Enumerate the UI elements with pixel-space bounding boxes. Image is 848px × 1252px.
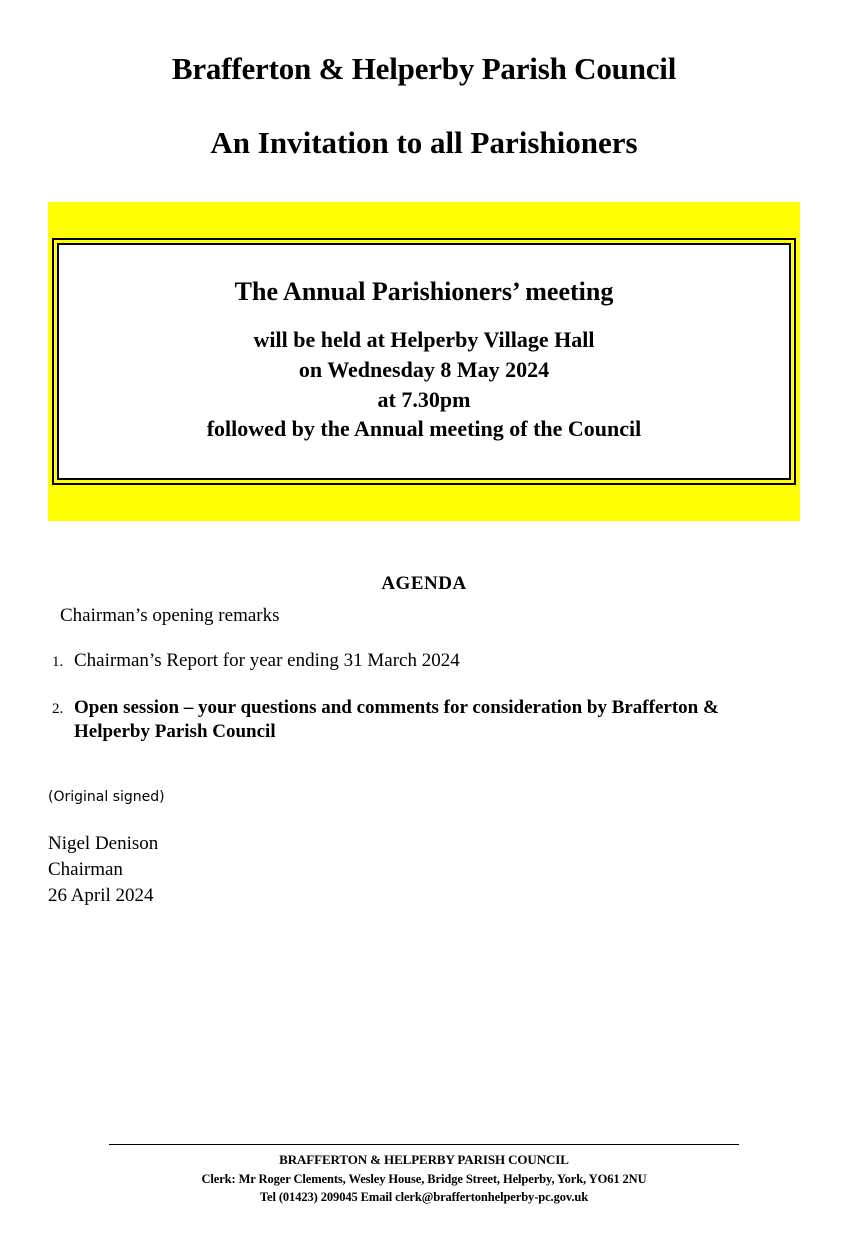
agenda-title: AGENDA — [381, 572, 467, 594]
notice-line-followed-by: followed by the Annual meeting of the Council — [206, 416, 642, 442]
page-subtitle-invitation: An Invitation to all Parishioners — [210, 125, 638, 161]
agenda-item-number: 1. — [52, 653, 64, 670]
signoff-original-signed: (Original signed) — [48, 789, 165, 805]
notice-line-time: at 7.30pm — [377, 386, 471, 412]
signoff-date: 26 April 2024 — [48, 885, 154, 907]
agenda-item-text: Open session – your questions and comments for consideration by Brafferton & Helperby Parish Council — [74, 696, 719, 743]
agenda-item-text: Chairman’s Report for year ending 31 March 2024 — [74, 649, 460, 671]
notice-line-date: on Wednesday 8 May 2024 — [298, 356, 550, 382]
notice-highlight-band — [48, 202, 800, 521]
list-item — [48, 649, 800, 674]
agenda-item-number: 2. — [52, 700, 64, 717]
notice-box — [57, 243, 791, 480]
notice-heading: The Annual Parishioners’ meeting — [234, 277, 614, 307]
signoff-block — [48, 789, 800, 910]
page-title-council: Brafferton & Helperby Parish Council — [171, 51, 677, 86]
list-item — [48, 696, 800, 745]
footer-contact: Tel (01423) 209045 Email clerk@braffertonhelperby-pc.gov.uk — [259, 1189, 589, 1204]
footer-divider — [109, 1144, 739, 1145]
notice-line-venue: will be held at Helperby Village Hall — [253, 327, 595, 353]
page-footer — [0, 1144, 848, 1206]
agenda-list — [48, 649, 800, 745]
footer-clerk-address: Clerk: Mr Roger Clements, Wesley House, Bridge Street, Helperby, York, YO61 2NU — [201, 1171, 647, 1186]
notice-outer-border — [52, 238, 796, 485]
document-page — [0, 52, 848, 1252]
agenda-opening-remarks: Chairman’s opening remarks — [60, 604, 280, 626]
signoff-name: Nigel Denison — [48, 833, 159, 854]
signoff-role: Chairman — [48, 859, 123, 881]
footer-council-name: BRAFFERTON & HELPERBY PARISH COUNCIL — [279, 1151, 569, 1167]
